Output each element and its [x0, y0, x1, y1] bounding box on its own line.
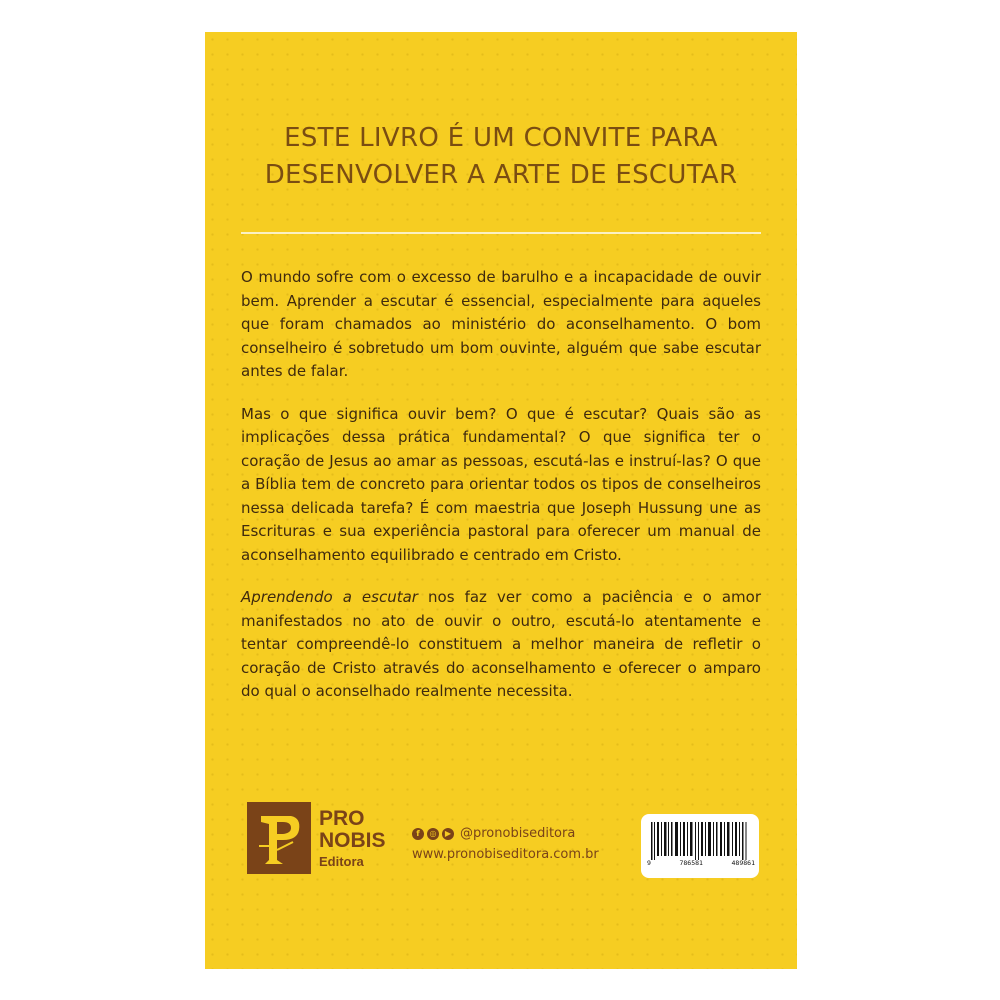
- publisher-name: [319, 808, 386, 852]
- publisher-logo: [247, 802, 397, 877]
- barcode-group-2: 489861: [731, 859, 755, 867]
- barcode-group-1: 786581: [679, 859, 703, 867]
- barcode-numbers: [647, 859, 755, 867]
- publisher-website: www.pronobiseditora.com.br: [412, 847, 599, 862]
- synopsis: [241, 266, 761, 723]
- synopsis-paragraph-1: O mundo sofre com o excesso de barulho e a incapacidade de ouvir bem. Aprender a escutar é essencial, especialmente para aqueles que foram chamados ao ministério do aconselhamento. O bom conselheiro é sobretudo um bom ouvinte, alguém que sabe escutar antes de falar.: [241, 268, 761, 380]
- publisher-emblem-icon: [247, 802, 311, 874]
- synopsis-paragraph-3-text: nos faz ver como a paciência e o amor manifestados no ato de ouvir o outro, escutá-lo atentamente e tentar compreendê-lo constituem a melhor maneira de refletir o coração de Cristo através do aconselhamento e oferecer o amparo do qual o aconselhado realmente necessita.: [241, 588, 762, 700]
- facebook-icon: f: [412, 828, 424, 840]
- synopsis-paragraph-3: [241, 586, 761, 704]
- book-title-italic: Aprendendo a escutar: [241, 588, 418, 606]
- barcode-first-digit: 9: [647, 859, 651, 867]
- headline-line-2: DESENVOLVER A ARTE DE ESCUTAR: [264, 160, 738, 190]
- barcode: [641, 814, 759, 878]
- social-line: [412, 826, 575, 841]
- instagram-icon: ◎: [427, 828, 439, 840]
- book-back-cover: [205, 32, 797, 969]
- synopsis-paragraph-2: Mas o que significa ouvir bem? O que é escutar? Quais são as implicações dessa prática fundamental? O que significa ter o coração de Jesus ao amar as pessoas, escutá-las e instruí-las? O que a Bíblia tem de concreto para orientar todos os tipos de conselheiros nessa delicada tarefa? É com maestria que Joseph Hussung une as Escrituras e sua experiência pastoral para oferecer um manual de aconselhamento equilibrado e centrado em Cristo.: [241, 404, 761, 564]
- publisher-subtitle: Editora: [319, 854, 364, 869]
- youtube-icon: ▶: [442, 828, 454, 840]
- headline: [205, 120, 797, 194]
- divider-line: [241, 232, 761, 234]
- headline-line-1: ESTE LIVRO É UM CONVITE PARA: [284, 123, 718, 153]
- social-handle: @pronobiseditora: [460, 826, 576, 841]
- barcode-bars: [651, 822, 749, 860]
- publisher-name-line-2: NOBIS: [319, 829, 386, 852]
- publisher-name-line-1: PRO: [319, 807, 365, 830]
